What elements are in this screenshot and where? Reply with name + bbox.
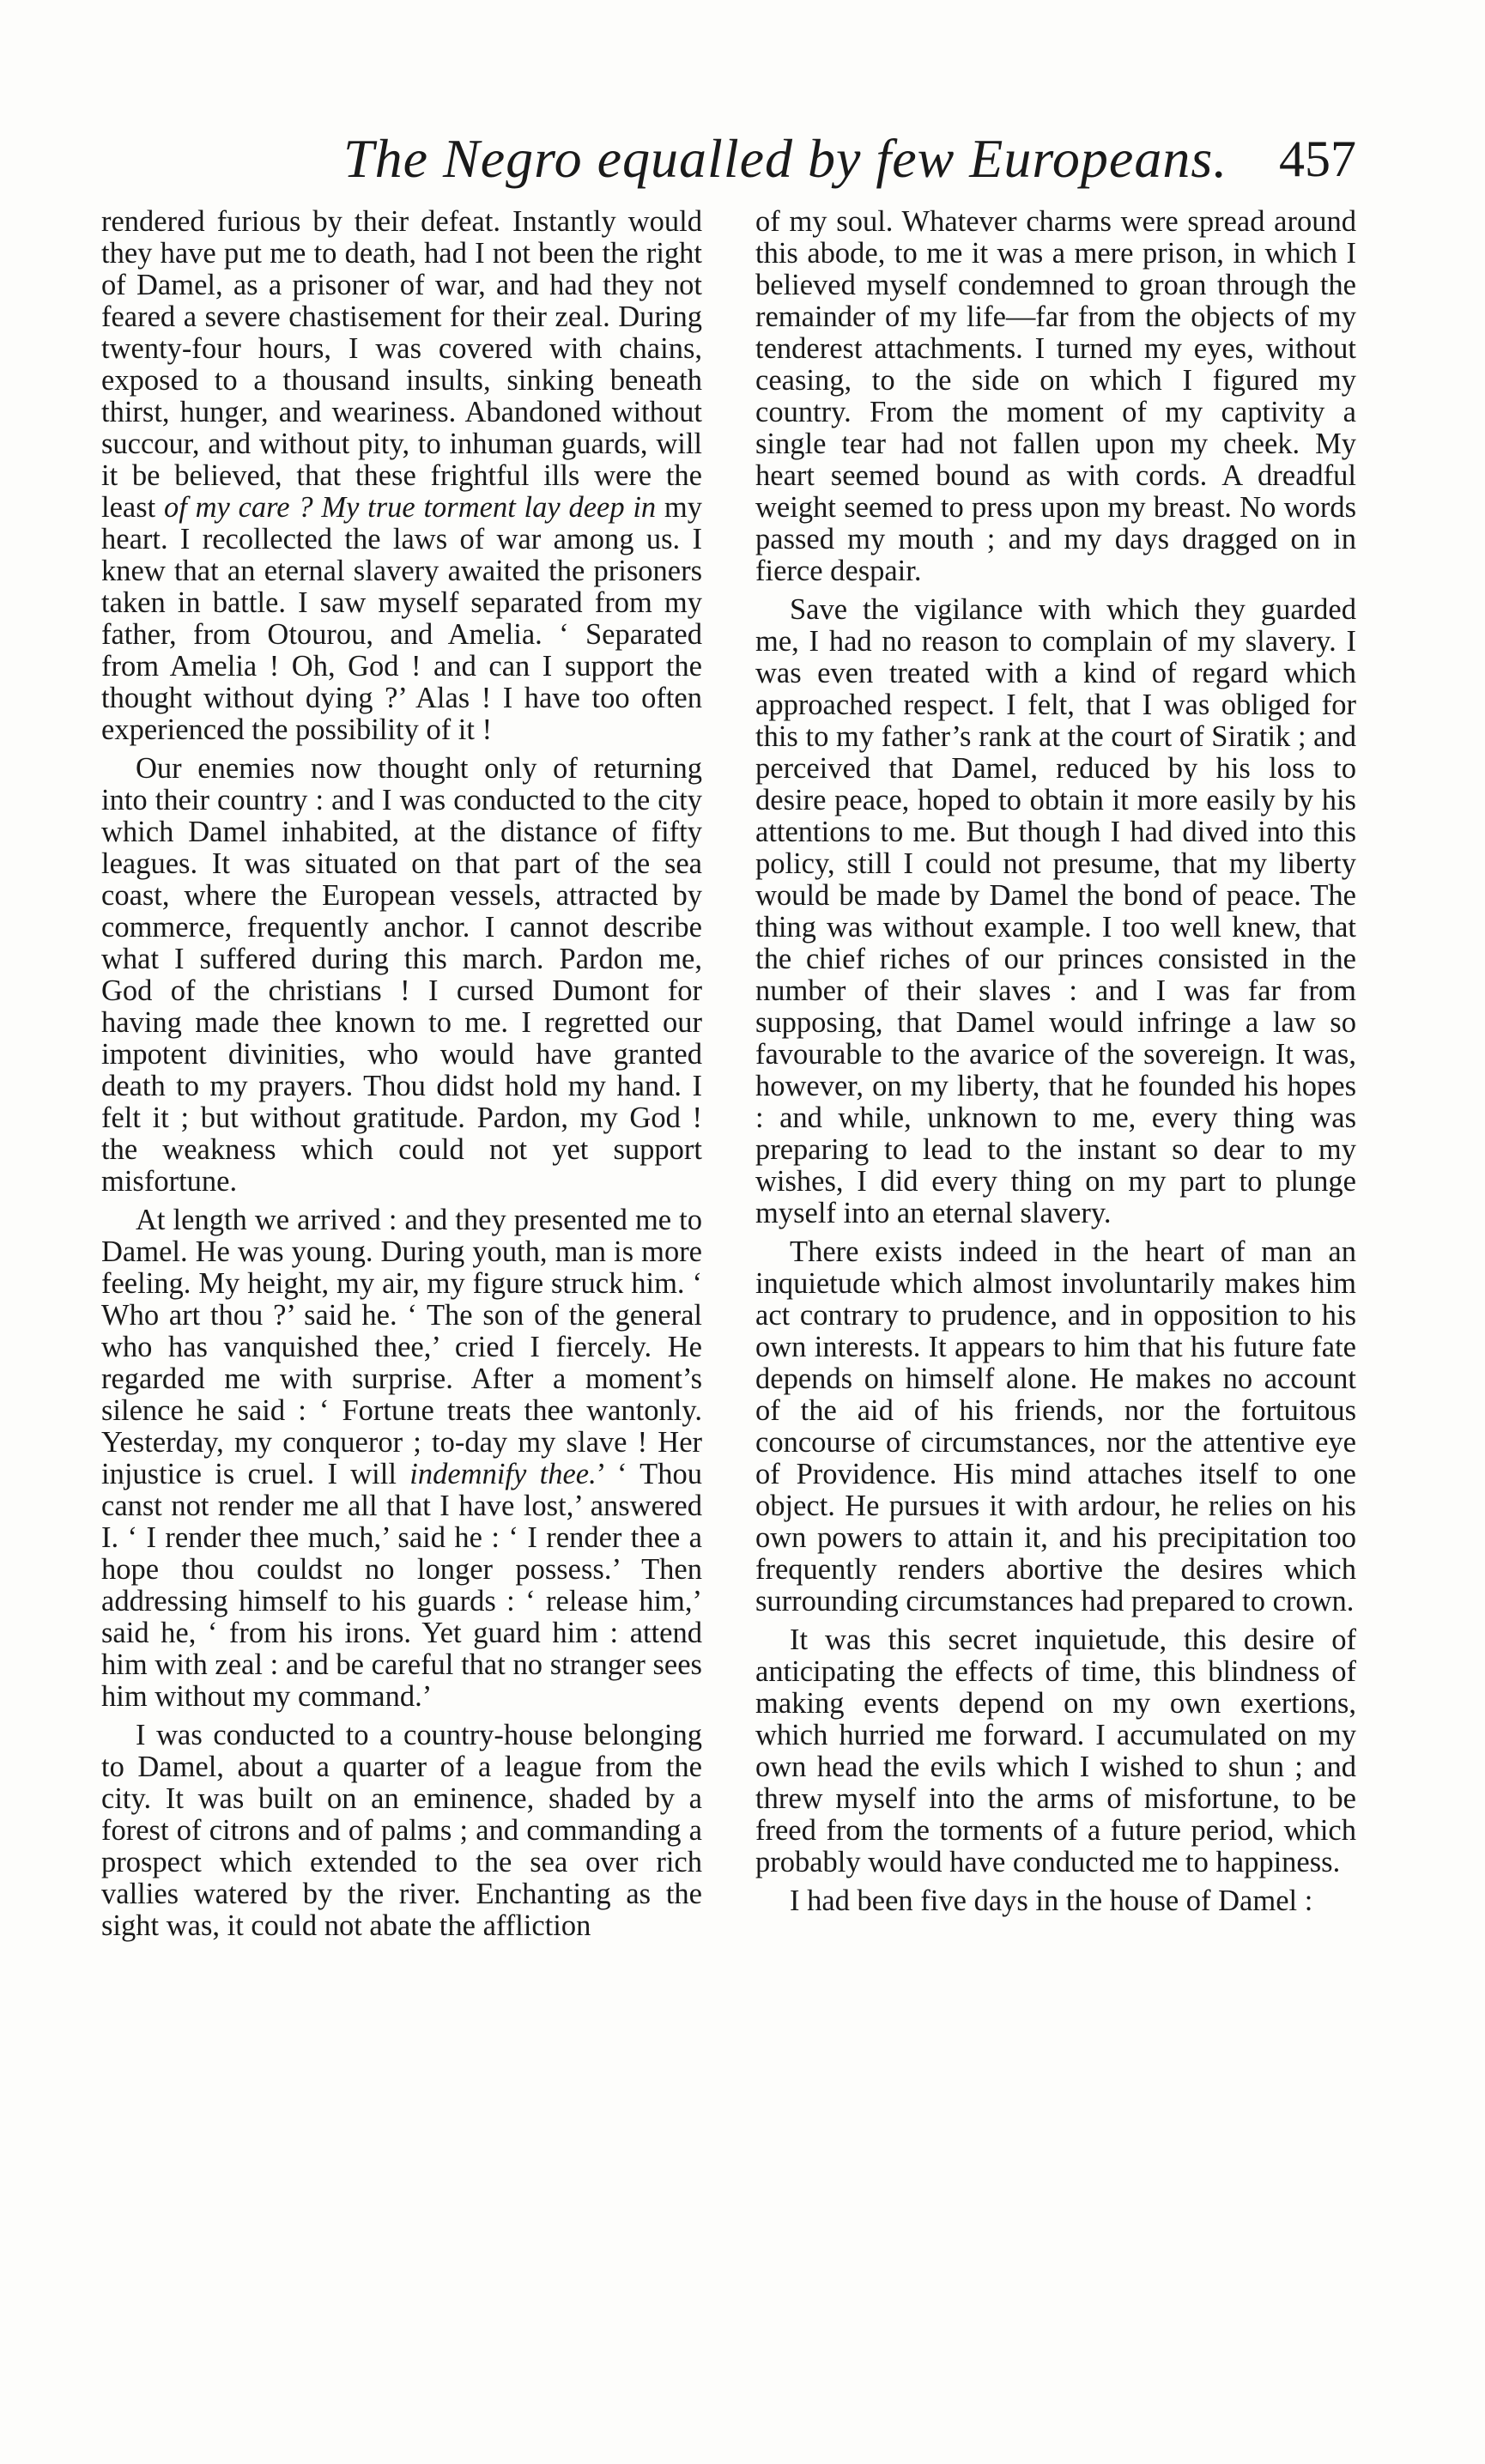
text-run: my heart. I recollected the laws of war among us. I knew that an eternal slavery awaited the prisoners taken in battle. I saw myself separated from my father, from Otourou, and Amelia. ‘ Separated from Amelia ! Oh, God ! and can I support the thought without dying ?’ Alas ! I have too often experienced the possibility of it ! (101, 491, 702, 746)
text-run: rendered furious by their defeat. Instantly would they have put me to death, had I not been the right of Damel, as a prisoner of war, and had they not feared a severe chastisement for their zeal. During twenty-four hours, I was covered with chains, exposed to a thousand insults, sinking beneath thirst, hunger, and weariness. Abandoned without succour, and without pity, to inhuman guards, will it be believed, that these frightful ills were the least (101, 206, 702, 524)
paragraph: Our enemies now thought only of returning into their country : and I was conducted to the city which Damel inhabited, at the distance of fifty leagues. It was situated on that part of the sea coast, where the European vessels, attracted by commerce, frequently anchor. I cannot describe what I suffered during this march. Pardon me, God of the christians ! I cursed Dumont for having made thee known to me. I regretted our impotent divinities, who would have granted death to my prayers. Thou didst hold my hand. I felt it ; but without gratitude. Pardon, my God ! the weakness which could not yet support misfortune. (101, 752, 702, 1198)
italic-phrase: indemnify thee. (409, 1458, 597, 1490)
left-column (101, 206, 702, 2438)
paragraph-continued (101, 206, 702, 746)
paragraph: I had been five days in the house of Damel : (790, 1884, 1313, 1917)
right-column (755, 206, 1356, 2438)
text-run: ’ ‘ Thou canst not render me all that I have lost,’ answered I. ‘ I render thee much,’ said he : ‘ I render thee a hope thou couldst no longer possess.’ Then addressing himself to his guards : ‘ release him,’ said he, ‘ from his irons. Yet guard him : attend him with zeal : and be careful that no stranger sees him without my command.’ (101, 1458, 702, 1713)
text-run: At length we arrived : and they presented me to Damel. He was young. During youth, man is more feeling. My height, my air, my figure struck him. ‘ Who art thou ?’ said he. ‘ The son of the general who has vanquished thee,’ cried I fiercely. He regarded me with surprise. After a moment’s silence he said : ‘ Fortune treats thee wantonly. Yesterday, my conqueror ; to-day my slave ! Her injustice is cruel. I will (101, 1204, 702, 1490)
paragraph: Save the vigilance with which they guarded me, I had no reason to complain of my slavery. I was even treated with a kind of regard which approached respect. I felt, that I was obliged for this to my father’s rank at the court of Siratik ; and perceived that Damel, reduced by his loss to desire peace, hoped to obtain it more easily by his attentions to me. But though I had dived into this policy, still I could not presume, that my liberty would be made by Damel the bond of peace. The thing was without example. I too well knew, that the chief riches of our princes consisted in the number of their slaves : and I was far from supposing, that Damel would infringe a law so favourable to the avarice of the sovereign. It was, however, on my liberty, that he founded his hopes : and while, unknown to me, every thing was preparing to lead to the instant so dear to my wishes, I did every thing on my part to plunge myself into an eternal slavery. (755, 593, 1356, 1229)
paragraph: It was this secret inquietude, this desire of anticipating the effects of time, this blindness of making events depend on my own exertions, which hurried me forward. I accumulated on my own head the evils which I wished to shun ; and threw myself into the arms of misfortune, to be freed from the torments of a future period, which probably would have conducted me to happiness. (755, 1623, 1356, 1878)
paragraph: I was conducted to a country-house belonging to Damel, about a quarter of a league from the city. It was built on an eminence, shaded by a forest of citrons and of palms ; and commanding a prospect which extended to the sea over rich vallies watered by the river. Enchanting as the sight was, it could not abate the affliction (101, 1719, 702, 1942)
running-head (343, 120, 1356, 197)
paragraph: There exists indeed in the heart of man an inquietude which almost involuntarily makes him act contrary to prudence, and in opposition to his own interests. It appears to him that his future fate depends on himself alone. He makes no account of the aid of his friends, nor the fortuitous concourse of circumstances, nor the attentive eye of Providence. His mind attaches itself to one object. He pursues it with ardour, he relies on his own powers to attain it, and his precipitation too frequently renders abortive the desires which surrounding circumstances had prepared to crown. (755, 1235, 1356, 1617)
running-title: The Negro equalled by few Europeans. (343, 128, 1228, 189)
page-number: 457 (1279, 130, 1356, 187)
paragraph (101, 1205, 702, 1713)
italic-phrase: of my care ? My true torment lay deep in (164, 491, 657, 524)
paragraph-continued: of my soul. Whatever charms were spread around this abode, to me it was a mere prison, in which I believed myself condemned to groan through the remainder of my life—far from the objects of my tenderest attachments. I turned my eyes, without ceasing, to the side on which I figured my country. From the moment of my captivity a single tear had not fallen upon my cheek. My heart seemed bound as with cords. A dreadful weight seemed to press upon my breast. No words passed my mouth ; and my days dragged on in fierce despair. (755, 206, 1356, 587)
